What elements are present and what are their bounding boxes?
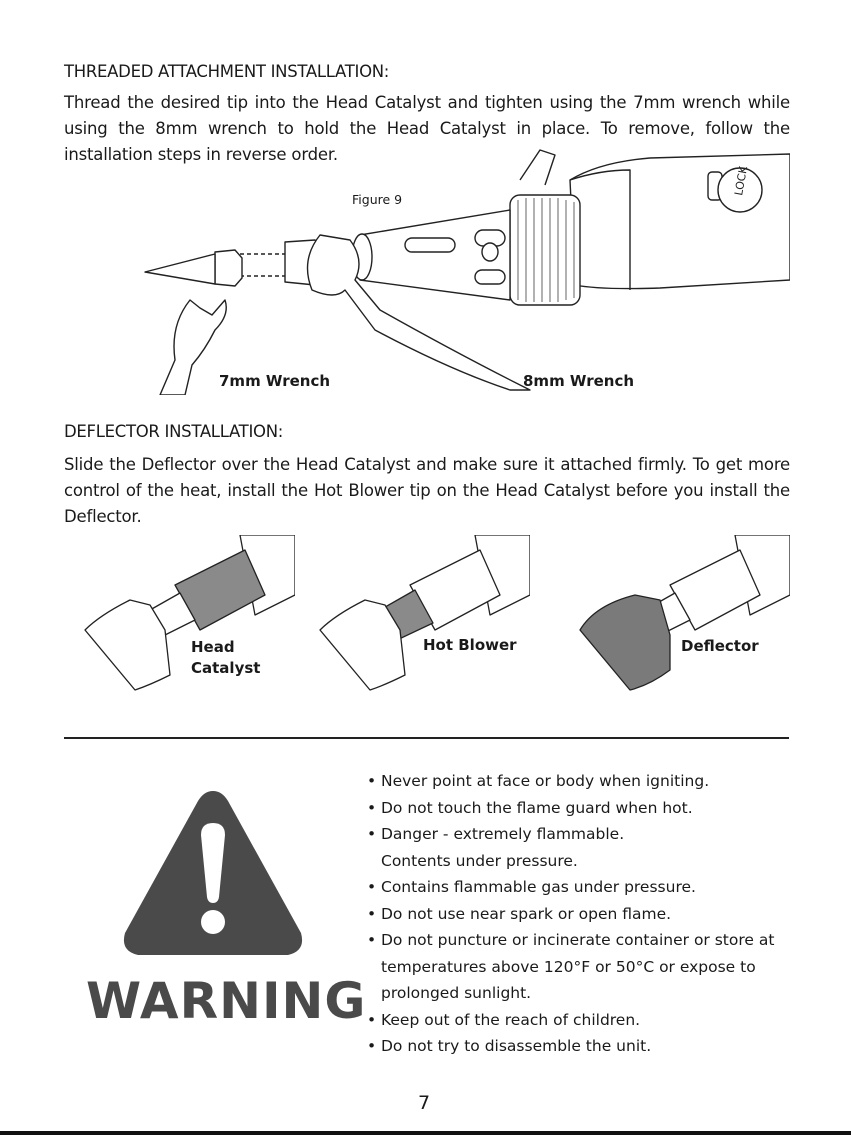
- warning-item: • Do not puncture or incinerate container or store at: [367, 927, 797, 954]
- wrench-7mm-label: 7mm Wrench: [219, 372, 331, 390]
- head-catalyst-label-line2: Catalyst: [191, 659, 261, 677]
- head-catalyst-label-line1: Head: [191, 638, 235, 656]
- warning-item: • Contains flammable gas under pressure.: [367, 874, 797, 901]
- warning-list: [367, 768, 797, 1060]
- warning-item: • Do not try to disassemble the unit.: [367, 1033, 797, 1060]
- wrench-8mm-label: 8mm Wrench: [523, 372, 635, 390]
- deflector-body: Slide the Deflector over the Head Catalyst and make sure it attached firmly. To get more control of the heat, install the Hot Blower tip on the Head Catalyst before you install the Deflector.: [64, 455, 790, 526]
- warning-word: WARNING: [86, 972, 367, 1030]
- head-catalyst-illustration: [80, 535, 295, 695]
- warning-item-continued: prolonged sunlight.: [381, 984, 532, 1002]
- warning-triangle-icon: [118, 785, 308, 960]
- warning-item: • Danger - extremely flammable.: [367, 821, 797, 848]
- warning-item-continued: temperatures above 120°F or 50°C or expose to: [381, 957, 756, 976]
- deflector-label: Deflector: [681, 637, 759, 655]
- hot-blower-label: Hot Blower: [423, 636, 517, 654]
- threaded-body: Thread the desired tip into the Head Catalyst and tighten using the 7mm wrench while using the 8mm wrench to hold the Head Catalyst in place. To remove, follow the installation steps in reverse order.: [64, 93, 790, 164]
- warning-item: • Never point at face or body when igniting.: [367, 768, 797, 795]
- deflector-illustration: [575, 535, 790, 695]
- warning-item: • Keep out of the reach of children.: [367, 1007, 797, 1034]
- warning-item: • Do not touch the flame guard when hot.: [367, 795, 797, 822]
- deflector-heading: DEFLECTOR INSTALLATION:: [64, 422, 284, 441]
- section-divider: [64, 737, 789, 739]
- lock-label: LOCK: [732, 165, 751, 197]
- page-bottom-edge: [0, 1131, 851, 1135]
- warning-item: • Do not use near spark or open flame.: [367, 901, 797, 928]
- page-number: 7: [418, 1092, 431, 1114]
- threaded-heading: THREADED ATTACHMENT INSTALLATION:: [64, 62, 390, 81]
- figure-9-illustration: [130, 140, 790, 395]
- warning-item-continued: Contents under pressure.: [381, 851, 578, 870]
- figure-label: Figure 9: [352, 192, 403, 207]
- hot-blower-illustration: [315, 535, 530, 695]
